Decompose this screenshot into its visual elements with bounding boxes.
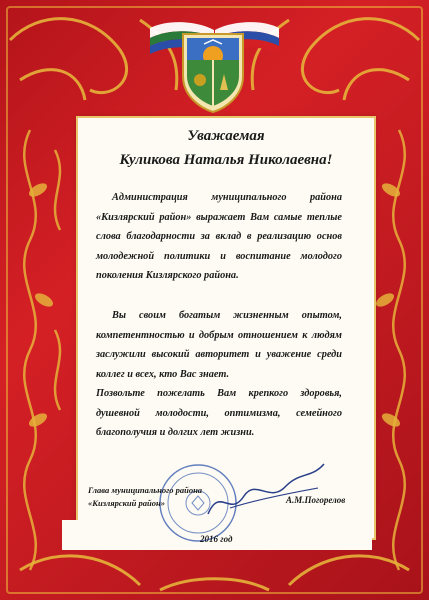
body-paragraph: Вы своим богатым жизненным опытом, компетентностью и добрым отношением к людям заслужили высокий авторитет и уважение среди коллег и всех, кто Вас знает. xyxy=(96,310,342,380)
signatory-title-line: «Кизлярский район» xyxy=(88,498,165,508)
signatory-title xyxy=(88,484,228,510)
signatory-title-line: Глава муниципального района xyxy=(88,485,203,495)
greeting-salutation: Уважаемая xyxy=(187,128,265,144)
body-paragraph: Администрация муниципального района «Кизлярский район» выражает Вам самые теплые слова благодарности за вклад в реализацию основ молодежной политики и воспитание молодого поколения Кизлярского района. xyxy=(96,192,342,281)
signatory-name: А.М.Погорелов xyxy=(286,495,346,505)
recipient-name: Куликова Наталья Николаевна! xyxy=(119,152,333,168)
document-year: 2016 год xyxy=(200,534,233,544)
body-paragraph: Позвольте пожелать Вам крепкого здоровья, душевной молодости, оптимизма, семейного благополучия и долгих лет жизни. xyxy=(96,388,342,438)
district-coat-of-arms-icon xyxy=(178,30,248,114)
